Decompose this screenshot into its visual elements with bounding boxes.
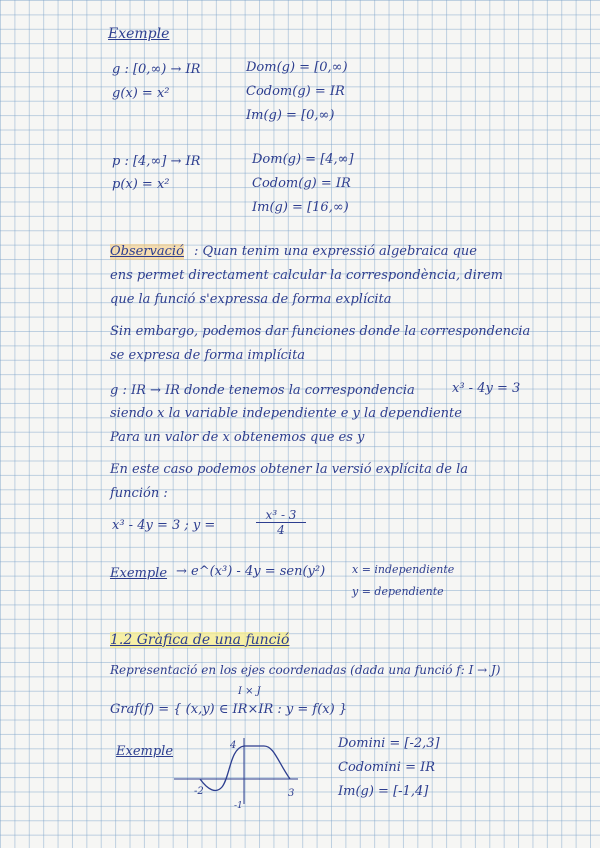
paragraph2-line2: se expresa de forma implícita	[110, 348, 306, 363]
paragraph3-line2: siendo x la variable independiente e y la dependiente	[110, 406, 462, 421]
observacio-line3: que la funció s'expressa de forma explícita	[110, 292, 392, 307]
paragraph2-line1: Sin embargo, podemos dar funciones donde la correspondencia	[110, 324, 531, 339]
example3-label: Exemple	[110, 566, 168, 581]
observacio-label: Observació	[110, 244, 184, 259]
paragraph3-line1: g : IR → IR donde tenemos la correspondencia	[110, 383, 415, 398]
function-graph	[168, 732, 308, 812]
paragraph3-equation: x³ - 4y = 3	[452, 381, 521, 396]
example2-im: Im(g) = [16,∞)	[252, 200, 349, 215]
tick-three: 3	[288, 788, 295, 799]
example1-function: g(x) = x²	[112, 86, 170, 101]
example2-function: p(x) = x²	[112, 177, 170, 192]
explicit-equation-left: x³ - 4y = 3 ; y =	[112, 518, 216, 533]
paragraph4-line2: función :	[110, 486, 168, 501]
fraction-denominator: 4	[277, 523, 285, 537]
example2-dom: Dom(g) = [4,∞]	[252, 152, 354, 167]
tick-four: 4	[230, 740, 237, 751]
tick-minus-one: -1	[234, 801, 243, 811]
example1-dom: Dom(g) = [0,∞)	[246, 60, 348, 75]
example-heading: Exemple	[108, 26, 170, 42]
paragraph4-line1: En este caso podemos obtener la versió explícita de la	[110, 462, 469, 477]
example1-codom: Codom(g) = IR	[246, 84, 345, 99]
example1-im: Im(g) = [0,∞)	[246, 108, 335, 123]
example1-domain-def: g : [0,∞) → IR	[112, 62, 201, 77]
explicit-equation-fraction	[256, 508, 306, 537]
example4-codomain: Codomini = IR	[338, 760, 436, 775]
example2-codom: Codom(g) = IR	[252, 176, 351, 191]
example3-note-dependent: y = dependiente	[352, 585, 444, 598]
fraction-numerator: x³ - 3	[256, 508, 306, 523]
observacio-line1: : Quan tenim una expressió algebraica que	[194, 244, 477, 259]
example4-label: Exemple	[116, 744, 174, 759]
section-product: I × J	[238, 686, 261, 697]
function-curve	[200, 746, 290, 790]
section-title: 1.2 Gràfica de una funció	[110, 632, 290, 648]
example4-domain: Domini = [-2,3]	[338, 736, 440, 751]
graph-definition: Graf(f) = { (x,y) ∈ IR×IR : y = f(x) }	[110, 702, 348, 717]
example3-note-independent: x = independiente	[352, 563, 455, 576]
section-line1: Representació en los ejes coordenadas (dada una funció f: I → J)	[110, 663, 501, 677]
example2-domain-def: p : [4,∞] → IR	[112, 154, 201, 169]
example4-image: Im(g) = [-1,4]	[338, 784, 429, 799]
paragraph3-line3: Para un valor de x obtenemos que es y	[110, 430, 365, 445]
tick-minus-two: -2	[194, 786, 204, 797]
observacio-line2: ens permet directament calcular la correspondència, direm	[110, 268, 503, 283]
example3-equation: → e^(x³) - 4y = sen(y²)	[176, 564, 326, 579]
